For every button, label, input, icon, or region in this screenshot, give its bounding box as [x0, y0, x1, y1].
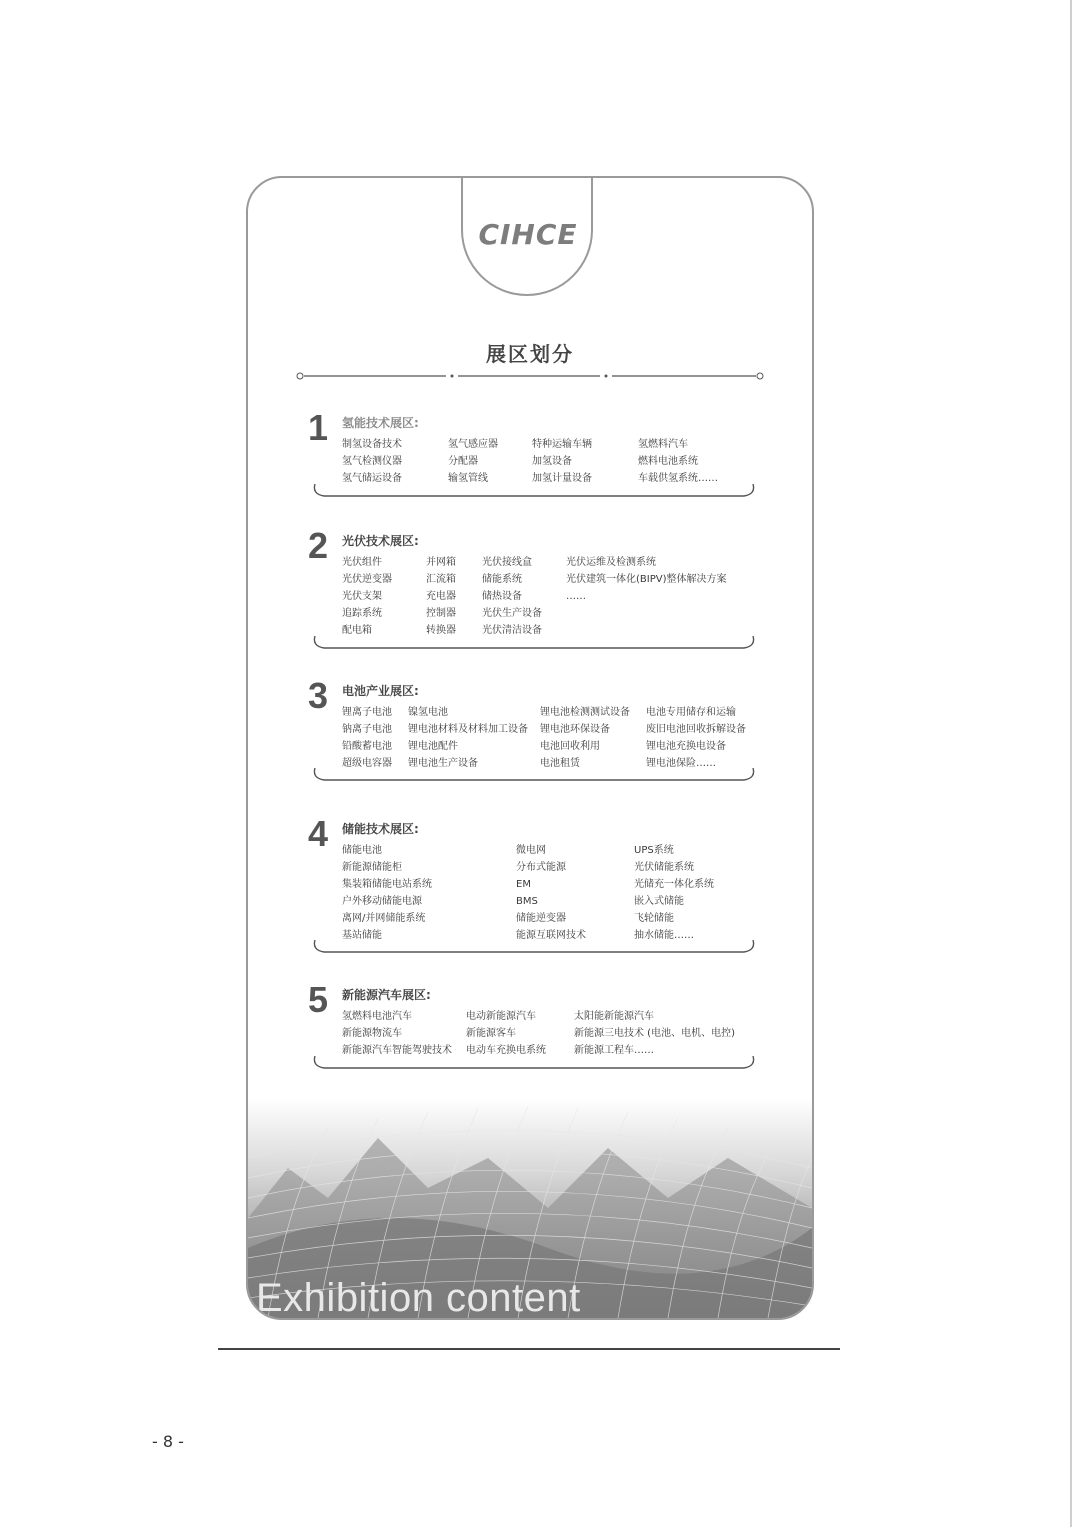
zone-item: 并网箱: [426, 557, 456, 568]
zone-item: 电池回收利用: [540, 741, 600, 752]
zone-item: 加氢计量设备: [532, 473, 592, 484]
zone-title: 储能技术展区:: [342, 822, 419, 836]
zone-item: 锂电池环保设备: [540, 724, 610, 735]
zone-item: 锂离子电池: [342, 707, 392, 718]
section-bracket: [312, 940, 756, 958]
zone-item: EM: [516, 879, 531, 890]
footer-rule: [218, 1348, 840, 1350]
zone-item: 电池专用储存和运输: [646, 707, 736, 718]
zone-item: 镍氢电池: [408, 707, 448, 718]
zone-item: 光伏组件: [342, 557, 382, 568]
zone-item: 车载供氢系统……: [638, 473, 718, 484]
zone-item: 光伏生产设备: [482, 608, 542, 619]
zone-item: 新能源客车: [466, 1028, 516, 1039]
zone-item: 配电箱: [342, 625, 372, 636]
zone-item: 新能源汽车智能驾驶技术: [342, 1045, 452, 1056]
zone-item: 储热设备: [482, 591, 522, 602]
scan-edge-line: [1070, 0, 1072, 1527]
section-bracket: [312, 636, 756, 654]
zone-item: 氢气检测仪器: [342, 456, 402, 467]
zone-number: 1: [308, 407, 329, 448]
zone-item: 锂电池充换电设备: [646, 741, 726, 752]
zone-item: 锂电池生产设备: [408, 758, 478, 769]
zone-item: 燃料电池系统: [638, 456, 698, 467]
zone-item: 锂电池材料及材料加工设备: [408, 724, 528, 735]
zone-item: 转换器: [426, 625, 456, 636]
zone-item: 光储充一体化系统: [634, 879, 714, 890]
zone-item: 光伏支架: [342, 591, 382, 602]
zone-item: 新能源三电技术 (电池、电机、电控): [574, 1028, 735, 1039]
zone-item: 特种运输车辆: [532, 439, 592, 450]
zone-item: 超级电容器: [342, 758, 392, 769]
zone-title: 电池产业展区:: [342, 684, 419, 698]
zone-number: 2: [308, 525, 329, 566]
zone-item: UPS系统: [634, 845, 674, 856]
page-heading: 展区划分: [486, 342, 574, 366]
zone-item: 光伏接线盒: [482, 557, 532, 568]
zone-item: 光伏建筑一体化(BIPV)整体解决方案: [566, 574, 727, 585]
zone-item: 离网/并网储能系统: [342, 913, 426, 924]
zone-item: 钠离子电池: [342, 724, 392, 735]
zone-item: 储能电池: [342, 845, 382, 856]
zone-item: 电动车充换电系统: [466, 1045, 546, 1056]
zone-item: 充电器: [426, 591, 456, 602]
zone-item: 氢气感应器: [448, 439, 498, 450]
zone-number: 5: [308, 979, 329, 1020]
zone-item: 微电网: [516, 845, 546, 856]
zone-title: 新能源汽车展区:: [342, 988, 431, 1002]
zone-item: 氢气储运设备: [342, 473, 402, 484]
zone-item: 光伏清洁设备: [482, 625, 542, 636]
zone-number: 3: [308, 675, 329, 716]
watermark-title: Exhibition content: [256, 1276, 581, 1320]
zone-item: 控制器: [426, 608, 456, 619]
page-number: - 8 -: [152, 1432, 184, 1451]
zone-item: 电动新能源汽车: [466, 1011, 536, 1022]
zone-item: 输氢管线: [448, 473, 488, 484]
zone-item: 氢燃料汽车: [638, 439, 688, 450]
zone-item: 锂电池保险……: [646, 758, 716, 769]
zone-title: 光伏技术展区:: [342, 534, 419, 548]
zone-item: 废旧电池回收拆解设备: [646, 724, 746, 735]
zone-item: 户外移动储能电源: [342, 896, 422, 907]
zone-item: 基站储能: [342, 930, 382, 941]
zone-item: 分布式能源: [516, 862, 566, 873]
zone-title: 氢能技术展区:: [342, 416, 419, 430]
zone-item: 追踪系统: [342, 608, 382, 619]
section-bracket: [312, 1056, 756, 1074]
zone-item: 新能源物流车: [342, 1028, 402, 1039]
zone-item: 制氢设备技术: [342, 439, 402, 450]
zone-item: 锂电池配件: [408, 741, 458, 752]
logo-text: CIHCE: [478, 218, 578, 251]
zone-item: 铅酸蓄电池: [342, 741, 392, 752]
exhibition-card: [246, 176, 814, 1320]
zone-item: 抽水储能……: [634, 930, 694, 941]
zone-item: ……: [566, 591, 586, 602]
zone-item: 汇流箱: [426, 574, 456, 585]
zone-item: BMS: [516, 896, 538, 907]
zone-item: 集装箱储能电站系统: [342, 879, 432, 890]
heading-divider: [296, 371, 766, 381]
zone-item: 新能源储能柜: [342, 862, 402, 873]
zone-item: 储能逆变器: [516, 913, 566, 924]
zone-item: 能源互联网技术: [516, 930, 586, 941]
zone-item: 光伏逆变器: [342, 574, 392, 585]
zone-item: 嵌入式储能: [634, 896, 684, 907]
zone-item: 新能源工程车……: [574, 1045, 654, 1056]
section-bracket: [312, 768, 756, 786]
zone-number: 4: [308, 813, 329, 854]
zone-item: 电池租赁: [540, 758, 580, 769]
zone-item: 光伏储能系统: [634, 862, 694, 873]
zone-item: 分配器: [448, 456, 478, 467]
zone-item: 储能系统: [482, 574, 522, 585]
zone-item: 飞轮储能: [634, 913, 674, 924]
zone-item: 锂电池检测测试设备: [540, 707, 630, 718]
zone-item: 太阳能新能源汽车: [574, 1011, 654, 1022]
zone-item: 氢燃料电池汽车: [342, 1011, 412, 1022]
section-bracket: [312, 484, 756, 502]
zone-item: 加氢设备: [532, 456, 572, 467]
zone-item: 光伏运维及检测系统: [566, 557, 656, 568]
